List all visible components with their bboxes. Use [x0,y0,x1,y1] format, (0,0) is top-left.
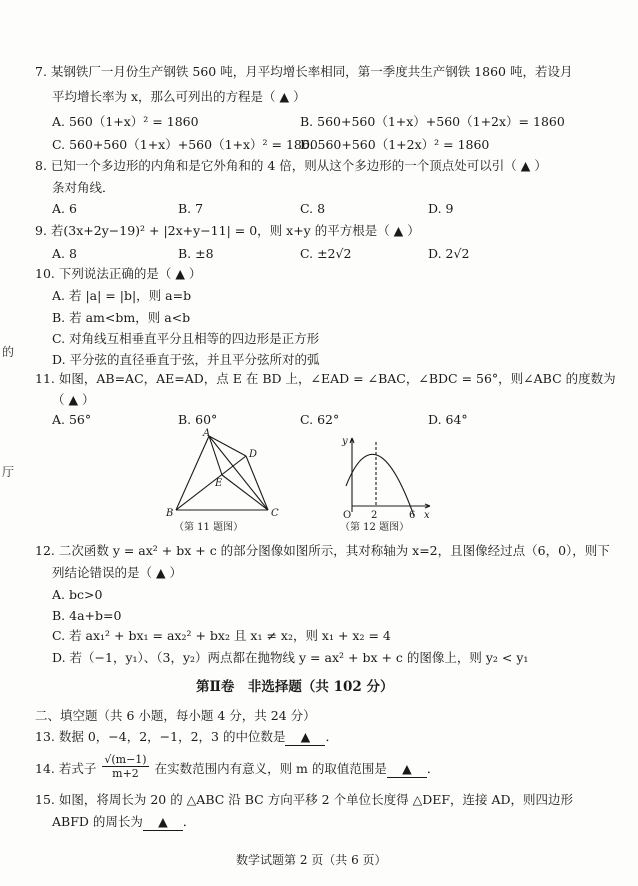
label-six: 6 [409,510,416,521]
q12-stem-line2: 列结论错误的是（ ▲ ） [52,565,183,580]
section-fill-blank: 二、填空题（共 6 小题，每小题 4 分，共 24 分） [35,708,316,723]
segment-ab [176,436,209,510]
q13-end: ． [325,729,338,744]
q15-text: ABFD 的周长为 [52,814,143,829]
q10-option-d: D. 平分弦的直径垂直于弦，并且平分弦所对的弧 [52,352,320,367]
margin-mark: 的 [2,345,15,359]
page-footer: 数学试题第 2 页（共 6 页） [236,853,387,867]
q9-option-d: D. 2√2 [428,246,470,261]
q13-text: 13. 数据 0，−4，2，−1，2，3 的中位数是 [35,729,286,744]
q7-option-c: C. 560+560（1+x）+560（1+x）² = 1860 [52,137,318,152]
q9-option-b: B. ±8 [178,246,214,261]
q12-option-c: C. 若 ax₁² + bx₁ = ax₂² + bx₂ 且 x₁ ≠ x₂，则 x₁ + x₂ = 4 [52,628,391,643]
q7-stem-line2: 平均增长率为 x，那么可列出的方程是（ ▲ ） [52,89,306,104]
label-a: A [203,428,211,439]
q13-answer-blank: ▲ [285,729,325,746]
q10-option-b: B. 若 am<bm，则 a<b [52,310,191,325]
q14-answer-blank: ▲ [387,761,427,778]
label-b: B [166,508,174,519]
label-d: D [249,449,258,460]
q10-option-c: C. 对角线互相垂直平分且相等的四边形是正方形 [52,331,320,346]
segment-bd [176,456,246,510]
margin-mark: 厅 [2,465,15,479]
q7-option-d: D. 560+560（1+2x）² = 1860 [300,137,490,152]
q11-option-d: D. 64° [428,412,468,427]
q7-option-a: A. 560（1+x）² = 1860 [52,114,199,129]
q8-option-b: B. 7 [178,201,204,216]
q12-stem-line1: 12. 二次函数 y = ax² + bx + c 的部分图像如图所示，其对称轴为 x=2，且图像经过点（6，0），则下 [35,543,610,558]
q11-option-b: B. 60° [178,412,218,427]
q7-stem-line1: 7. 某钢铁厂一月份生产钢铁 560 吨，月平均增长率相同，第一季度共生产钢铁 1860 吨，若设月 [35,64,573,79]
q11-figure-caption: （第 11 题图） [174,522,244,533]
q9-stem: 9. 若(3x+2y−19)² + |2x+y−11| = 0，则 x+y 的平方根是（ ▲ ） [35,223,420,238]
label-e: E [215,478,223,489]
q8-option-a: A. 6 [52,201,77,216]
part2-title: 第Ⅱ卷 非选择题（共 102 分） [196,679,394,695]
q10-option-a: A. 若 |a| = |b|，则 a=b [52,288,192,303]
q11-option-c: C. 62° [300,412,340,427]
q9-option-c: C. ±2√2 [300,246,352,261]
segment-ac [209,436,268,510]
q14-end: ． [426,761,440,776]
q14-numerator: √(m−1) [104,753,147,766]
q11-geometry-figure [160,428,290,536]
q12-figure-caption: （第 12 题图） [340,522,410,533]
q10-stem: 10. 下列说法正确的是（ ▲ ） [35,266,202,281]
q11-stem-line2: （ ▲ ） [52,392,95,407]
q8-stem-line2: 条对角线． [52,180,115,195]
q8-option-c: C. 8 [300,201,326,216]
label-origin: O [343,510,352,521]
q12-parabola-figure [338,428,438,536]
q7-option-b: B. 560+560（1+x）+560（1+2x）= 1860 [300,114,565,129]
parabola-curve [346,454,414,516]
q13-question [35,729,338,746]
q12-option-b: B. 4a+b=0 [52,608,122,623]
q8-option-d: D. 9 [428,201,454,216]
q11-stem-line1: 11. 如图，AB=AC，AE=AD，点 E 在 BD 上，∠EAD = ∠BAC，∠BDC = 56°，则∠ABC 的度数为 [35,371,616,386]
q15-stem-line1: 15. 如图，将周长为 20 的 △ABC 沿 BC 方向平移 2 个单位长度得 △DEF，连接 AD，则四边形 [35,792,574,807]
label-y: y [342,436,348,447]
q11-option-a: A. 56° [52,412,92,427]
q15-answer-blank: ▲ [143,814,183,831]
q15-stem-line2 [52,814,195,831]
q14-pre: 14. 若式子 [35,761,97,776]
q9-option-a: A. 8 [52,246,77,261]
label-c: C [271,508,279,519]
q14-question [35,753,439,787]
q14-fraction [102,753,148,780]
label-two: 2 [371,510,378,521]
q14-post: 在实数范围内有意义，则 m 的取值范围是 [154,761,387,776]
q12-option-d: D. 若（−1，y₁）、（3，y₂）两点都在抛物线 y = ax² + bx + c 的图像上，则 y₂ < y₁ [52,650,529,665]
q15-end: ． [182,814,196,829]
q12-option-a: A. bc>0 [52,587,103,602]
label-x: x [424,510,430,521]
q14-denominator: m+2 [112,767,139,780]
q8-stem-line1: 8. 已知一个多边形的内角和是它外角和的 4 倍，则从这个多边形的一个顶点处可以引（ ▲ ） [35,158,547,173]
